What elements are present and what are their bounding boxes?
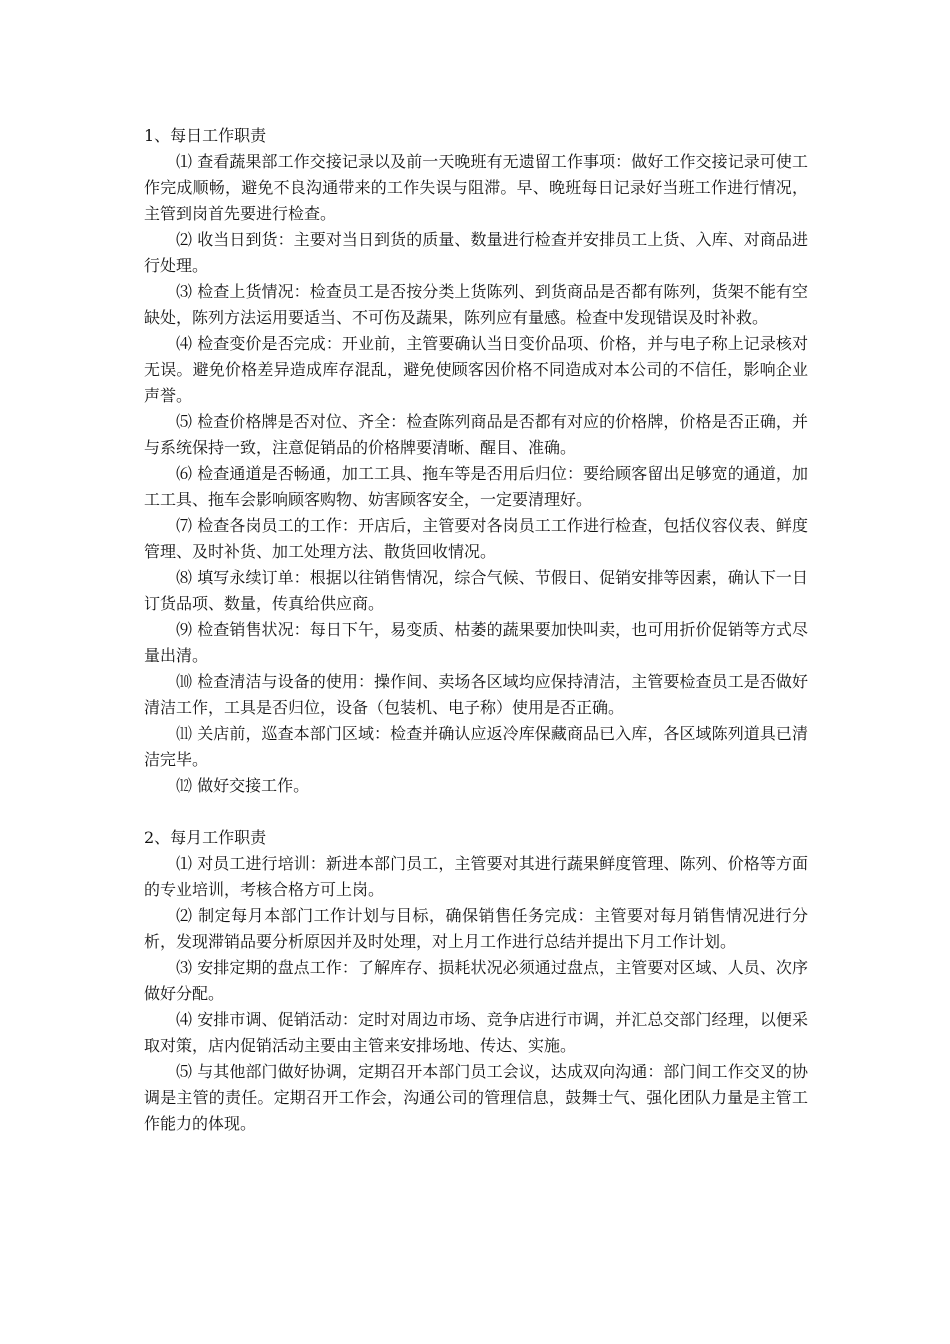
- section-daily: [144, 123, 808, 799]
- daily-item-9: ⑼ 检查销售状况：每日下午，易变质、枯萎的蔬果要加快叫卖，也可用折价促销等方式尽量出清。: [144, 620, 808, 665]
- daily-item-6: ⑹ 检查通道是否畅通，加工工具、拖车等是否用后归位：要给顾客留出足够宽的通道，加工工具、拖车会影响顾客购物、妨害顾客安全，一定要清理好。: [144, 464, 808, 509]
- daily-item-12: ⑿ 做好交接工作。: [176, 776, 310, 795]
- monthly-item-2: ⑵ 制定每月本部门工作计划与目标，确保销售任务完成：主管要对每月销售情况进行分析，发现滞销品要分析原因并及时处理，对上月工作进行总结并提出下月工作计划。: [144, 906, 808, 951]
- section-heading-daily: 1、每日工作职责: [144, 126, 267, 145]
- document-page: [144, 123, 808, 1137]
- section-monthly: [144, 825, 808, 1137]
- section-heading-monthly: 2、每月工作职责: [144, 828, 267, 847]
- daily-item-10: ⑽ 检查清洁与设备的使用：操作间、卖场各区域均应保持清洁，主管要检查员工是否做好清洁工作，工具是否归位，设备（包装机、电子称）使用是否正确。: [144, 672, 808, 717]
- monthly-item-5: ⑸ 与其他部门做好协调，定期召开本部门员工会议，达成双向沟通：部门间工作交叉的协调是主管的责任。定期召开工作会，沟通公司的管理信息，鼓舞士气、强化团队力量是主管工作能力的体现。: [144, 1062, 808, 1133]
- daily-item-2: ⑵ 收当日到货：主要对当日到货的质量、数量进行检查并安排员工上货、入库、对商品进行处理。: [144, 230, 808, 275]
- daily-item-1: ⑴ 查看蔬果部工作交接记录以及前一天晚班有无遗留工作事项：做好工作交接记录可使工作完成顺畅，避免不良沟通带来的工作失误与阻滞。早、晚班每日记录好当班工作进行情况，主管到岗首先要进行检查。: [144, 152, 808, 223]
- monthly-item-3: ⑶ 安排定期的盘点工作：了解库存、损耗状况必须通过盘点，主管要对区域、人员、次序做好分配。: [144, 958, 808, 1003]
- daily-item-11: ⑾ 关店前，巡查本部门区域：检查并确认应返冷库保藏商品已入库，各区域陈列道具已清洁完毕。: [144, 724, 808, 769]
- daily-item-3: ⑶ 检查上货情况：检查员工是否按分类上货陈列、到货商品是否都有陈列，货架不能有空缺处，陈列方法运用要适当、不可伤及蔬果，陈列应有量感。检查中发现错误及时补救。: [144, 282, 808, 327]
- section-spacer: [144, 799, 808, 825]
- monthly-item-4: ⑷ 安排市调、促销活动：定时对周边市场、竞争店进行市调，并汇总交部门经理，以便采取对策，店内促销活动主要由主管来安排场地、传达、实施。: [144, 1010, 808, 1055]
- daily-item-4: ⑷ 检查变价是否完成：开业前，主管要确认当日变价品项、价格，并与电子称上记录核对无误。避免价格差异造成库存混乱，避免使顾客因价格不同造成对本公司的不信任，影响企业声誉。: [144, 334, 808, 405]
- daily-item-8: ⑻ 填写永续订单：根据以往销售情况，综合气候、节假日、促销安排等因素，确认下一日订货品项、数量，传真给供应商。: [144, 568, 808, 613]
- daily-item-7: ⑺ 检查各岗员工的工作：开店后，主管要对各岗员工工作进行检查，包括仪容仪表、鲜度管理、及时补货、加工处理方法、散货回收情况。: [144, 516, 808, 561]
- monthly-item-1: ⑴ 对员工进行培训：新进本部门员工，主管要对其进行蔬果鲜度管理、陈列、价格等方面的专业培训，考核合格方可上岗。: [144, 854, 808, 899]
- daily-item-5: ⑸ 检查价格牌是否对位、齐全：检查陈列商品是否都有对应的价格牌，价格是否正确，并与系统保持一致，注意促销品的价格牌要清晰、醒目、准确。: [144, 412, 808, 457]
